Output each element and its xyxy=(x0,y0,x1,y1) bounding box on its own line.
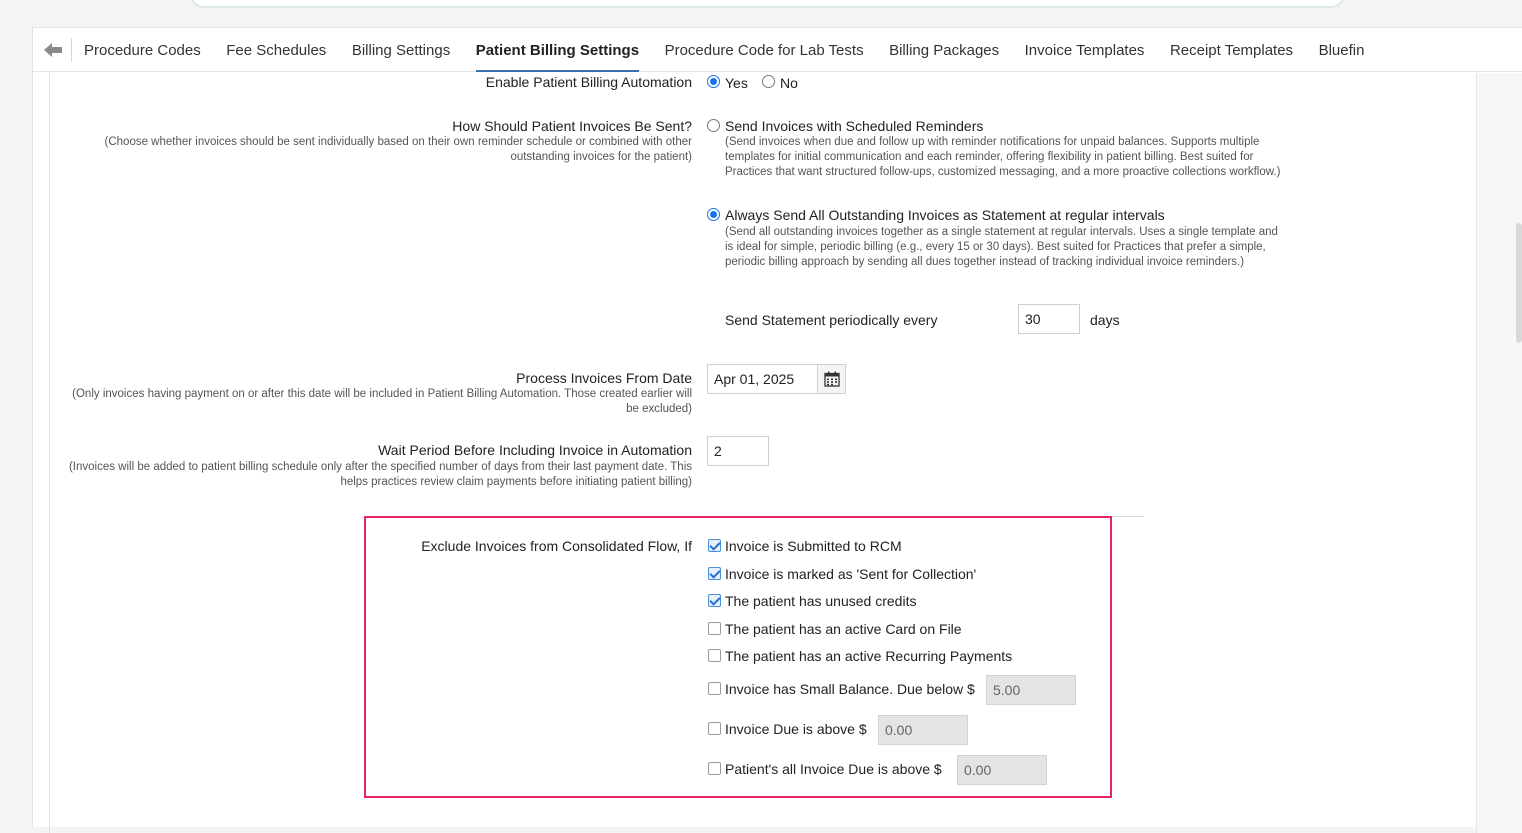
top-search-bar[interactable] xyxy=(190,0,1345,8)
exclude-credits-checkbox[interactable] xyxy=(708,594,721,607)
tab-procedure-code-lab-tests[interactable]: Procedure Code for Lab Tests xyxy=(664,42,864,59)
send-reminders-help: (Send invoices when due and follow up with reminder notifications for unpaid balances. Supports multiple templates for initial communication and each reminder, offering flexibility in patient billing. Best suited for Practices that want structured follow-ups, customized messaging, and a more proactive collections workflow.) xyxy=(725,136,1281,178)
process-from-help: (Only invoices having payment on or after this date will be included in Patient Billing Automation. Those created earlier will be excluded) xyxy=(72,388,692,415)
tab-invoice-templates[interactable]: Invoice Templates xyxy=(1024,42,1145,59)
wait-period-help: (Invoices will be added to patient billing schedule only after the specified number of days from their last payment date. This helps practices review claim payments before initiating patient billing) xyxy=(68,461,692,488)
process-from-label: Process Invoices From Date xyxy=(516,370,692,386)
send-reminders-radio[interactable] xyxy=(707,119,720,132)
send-statement-radio[interactable] xyxy=(707,208,720,221)
exclude-card-on-file-checkbox[interactable] xyxy=(708,622,721,635)
send-method-label: How Should Patient Invoices Be Sent? xyxy=(452,118,692,134)
exclude-rcm-label: Invoice is Submitted to RCM xyxy=(725,538,902,554)
exclude-recurring-checkbox[interactable] xyxy=(708,649,721,662)
wait-period-input[interactable]: 2 xyxy=(707,436,769,466)
automation-no-radio[interactable] xyxy=(762,75,775,88)
tab-patient-billing-settings[interactable]: Patient Billing Settings xyxy=(476,28,639,72)
tab-fee-schedules[interactable]: Fee Schedules xyxy=(226,42,327,59)
wait-period-label: Wait Period Before Including Invoice in Automation xyxy=(378,442,692,458)
exclude-due-above-checkbox[interactable] xyxy=(708,722,721,735)
exclude-due-above-label: Invoice Due is above $ xyxy=(725,721,867,737)
send-statement-title: Always Send All Outstanding Invoices as Statement at regular intervals xyxy=(725,207,1165,223)
back-arrow-icon[interactable] xyxy=(41,39,65,61)
tab-billing-packages[interactable]: Billing Packages xyxy=(889,42,1000,59)
send-method-help: (Choose whether invoices should be sent individually based on their own reminder schedule or combined with other outstanding invoices for the patient) xyxy=(104,136,692,163)
tab-receipt-templates[interactable]: Receipt Templates xyxy=(1169,42,1294,59)
calendar-icon[interactable] xyxy=(817,364,846,394)
exclude-small-balance-checkbox[interactable] xyxy=(708,682,721,695)
exclude-rcm-checkbox[interactable] xyxy=(708,539,721,552)
small-balance-input[interactable]: 5.00 xyxy=(986,675,1076,705)
all-due-above-input[interactable]: 0.00 xyxy=(957,755,1047,785)
process-from-date-input[interactable]: Apr 01, 2025 xyxy=(707,364,818,394)
tab-procedure-codes[interactable]: Procedure Codes xyxy=(84,42,201,59)
exclude-all-due-above-label: Patient's all Invoice Due is above $ xyxy=(725,761,942,777)
exclude-small-balance-label: Invoice has Small Balance. Due below $ xyxy=(725,681,975,697)
tab-bluefin[interactable]: Bluefin xyxy=(1318,42,1365,59)
exclude-collection-checkbox[interactable] xyxy=(708,567,721,580)
automation-label: Enable Patient Billing Automation xyxy=(485,74,692,90)
period-unit: days xyxy=(1090,312,1120,328)
tab-bar xyxy=(33,28,1522,72)
scroll-thumb[interactable] xyxy=(1516,223,1522,343)
due-above-input[interactable]: 0.00 xyxy=(878,715,968,745)
exclude-card-on-file-label: The patient has an active Card on File xyxy=(725,621,962,637)
exclude-recurring-label: The patient has an active Recurring Payments xyxy=(725,648,1013,664)
tab-divider xyxy=(71,38,72,62)
tabs xyxy=(84,28,1390,72)
automation-yes-radio[interactable] xyxy=(707,75,720,88)
automation-yes-label: Yes xyxy=(725,75,748,91)
send-reminders-title: Send Invoices with Scheduled Reminders xyxy=(725,118,984,134)
scrollbar[interactable] xyxy=(1476,73,1522,833)
period-input[interactable]: 30 xyxy=(1018,304,1080,334)
exclude-label: Exclude Invoices from Consolidated Flow, If xyxy=(421,538,692,554)
period-label: Send Statement periodically every xyxy=(725,312,938,328)
tab-billing-settings[interactable]: Billing Settings xyxy=(351,42,451,59)
exclude-collection-label: Invoice is marked as 'Sent for Collection' xyxy=(725,566,977,582)
send-statement-help: (Send all outstanding invoices together as a single statement at regular intervals. Uses a single template and is ideal for simple, periodic billing (e.g., every 15 or 30 days). Best suited for Practices that prefer a simple, periodic billing approach by sending all dues together instead of tracking individual invoice reminders.) xyxy=(725,226,1278,268)
automation-no-label: No xyxy=(780,75,798,91)
exclude-credits-label: The patient has unused credits xyxy=(725,593,917,609)
exclude-all-due-above-checkbox[interactable] xyxy=(708,762,721,775)
